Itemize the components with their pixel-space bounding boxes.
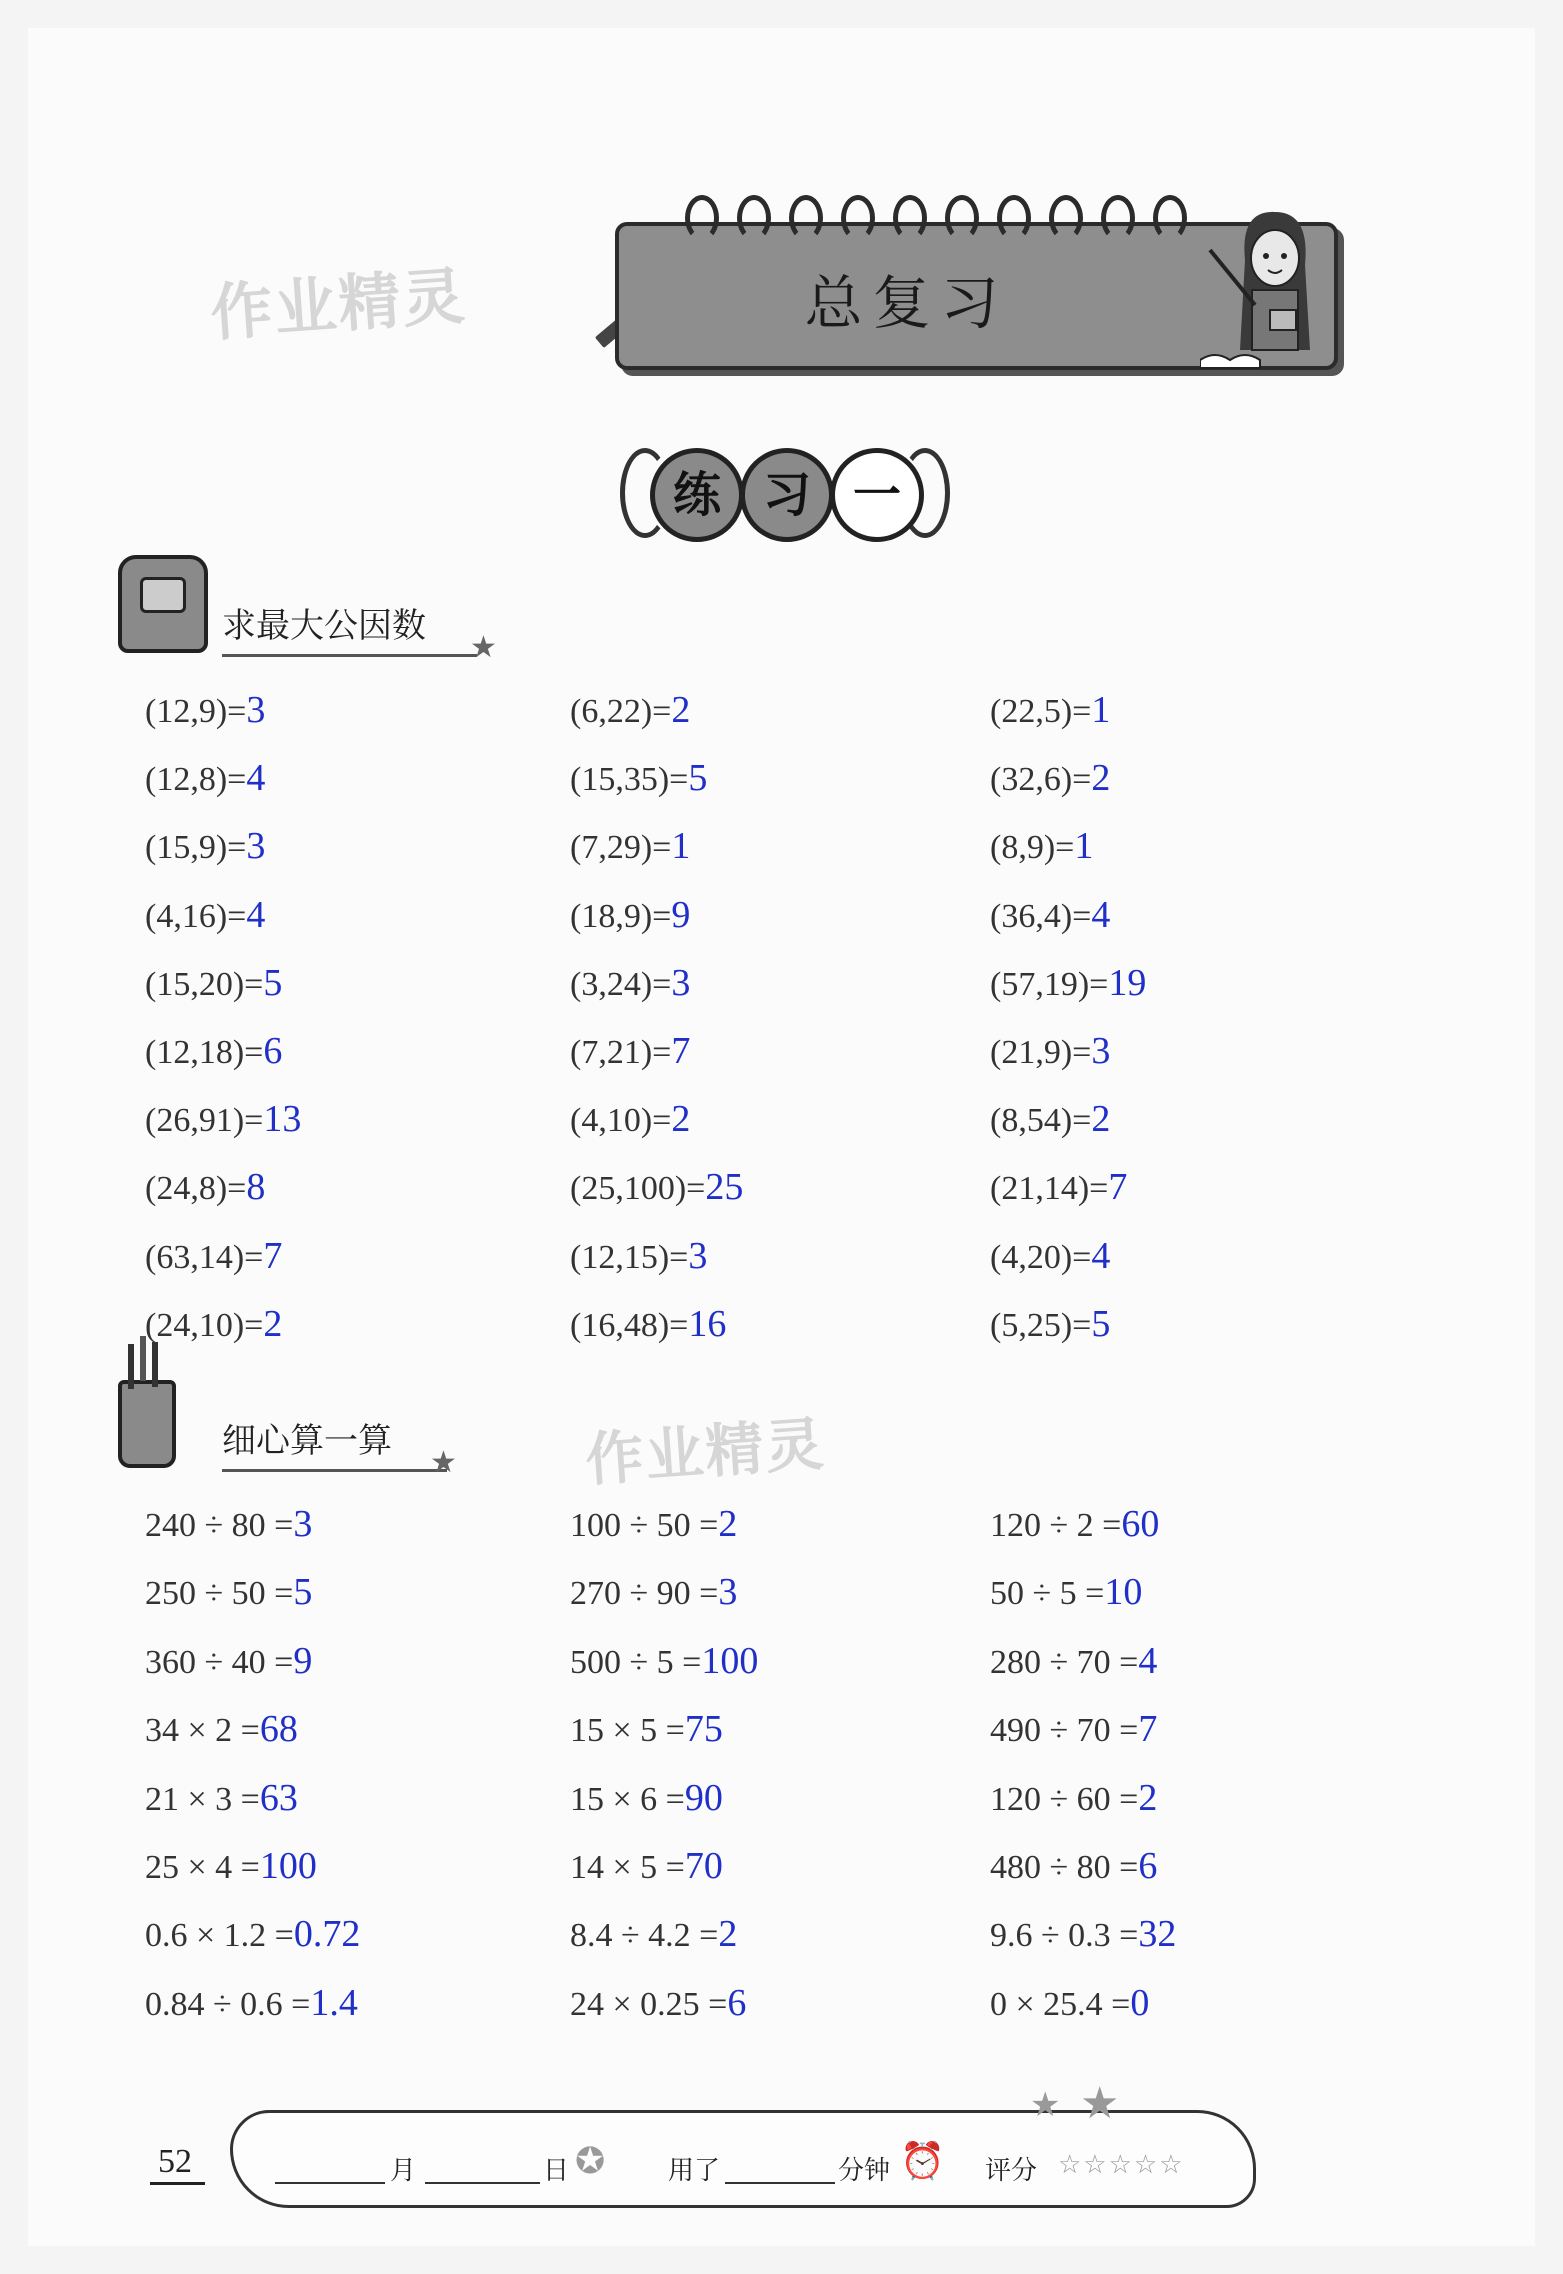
problem-item [990, 1165, 1127, 1209]
problem-answer[interactable]: 3 [688, 1234, 708, 1277]
problem-expression: 270 ÷ 90 = [570, 1575, 719, 1613]
problem-answer[interactable]: 70 [684, 1845, 723, 1887]
problem-answer[interactable]: 90 [684, 1776, 723, 1819]
problem-expression: 280 ÷ 70 = [990, 1643, 1139, 1681]
problem-expression: (4,16)= [145, 897, 247, 935]
spiral-rings [685, 195, 1185, 255]
problem-item [145, 961, 282, 1005]
problem-item [990, 1707, 1157, 1751]
problem-answer[interactable]: 32 [1138, 1913, 1177, 1956]
problem-item [145, 1570, 312, 1614]
problem-expression: 490 ÷ 70 = [990, 1712, 1139, 1750]
ring-icon [841, 195, 875, 241]
rating-stars-icon[interactable]: ☆☆☆☆☆ [1058, 2150, 1185, 2179]
problem-answer[interactable]: 5 [293, 1571, 313, 1614]
star-icon: ★ [1080, 2079, 1120, 2128]
problem-expression: (16,48)= [570, 1306, 689, 1344]
problem-answer[interactable]: 2 [718, 1913, 738, 1956]
problem-expression: (63,14)= [145, 1238, 264, 1276]
ring-icon [737, 195, 771, 241]
ring-icon [1101, 195, 1135, 241]
pencil-cup-icon [118, 1380, 176, 1468]
star-icon: ★ [430, 1446, 457, 1479]
problem-answer[interactable]: 19 [1108, 961, 1147, 1004]
day-label: 日 [543, 2156, 570, 2186]
problem-item [570, 1234, 707, 1278]
problem-item [990, 1097, 1110, 1141]
problem-answer[interactable]: 0.72 [293, 1913, 361, 1956]
score-label: 评分 [985, 2156, 1038, 2186]
problem-expression: 250 ÷ 50 = [145, 1575, 294, 1613]
problem-answer[interactable]: 16 [688, 1302, 727, 1345]
section-gcd-heading [222, 598, 426, 647]
problem-answer[interactable]: 4 [246, 757, 266, 800]
problem-expression: (8,54)= [990, 1102, 1092, 1140]
problem-answer[interactable]: 2 [671, 1098, 691, 1141]
problem-item [990, 1570, 1142, 1614]
problem-item [145, 1844, 317, 1888]
problem-answer[interactable]: 2 [1138, 1776, 1158, 1819]
ring-icon [945, 195, 979, 241]
problem-answer[interactable]: 5 [688, 757, 708, 800]
problem-item [145, 756, 265, 800]
problem-expression: (12,8)= [145, 761, 247, 799]
problem-row [0, 1502, 1563, 1562]
problem-answer[interactable]: 3 [246, 689, 266, 731]
page-title: 总复习 [804, 269, 1009, 337]
problem-row [0, 1097, 1563, 1157]
problem-expression: 8.4 ÷ 4.2 = [570, 1917, 719, 1955]
problem-row [0, 1707, 1563, 1767]
problem-answer[interactable]: 3 [293, 1503, 313, 1545]
problem-item [990, 824, 1093, 868]
problem-answer[interactable]: 2 [1091, 1098, 1111, 1141]
problem-expression: 25 × 4 = [145, 1849, 260, 1886]
problem-answer[interactable]: 1 [1074, 825, 1094, 868]
problem-item [145, 1912, 360, 1956]
problem-answer[interactable]: 4 [1091, 1234, 1111, 1277]
practice-char: 习 [740, 448, 834, 542]
problem-row [0, 688, 1563, 748]
problem-item [145, 1707, 298, 1751]
problem-row [0, 1570, 1563, 1630]
problem-answer[interactable]: 5 [1091, 1302, 1111, 1345]
section-calc-heading [222, 1413, 392, 1462]
problem-row [0, 824, 1563, 884]
problem-expression: 9.6 ÷ 0.3 = [990, 1917, 1139, 1955]
problem-expression: 500 ÷ 5 = [570, 1643, 702, 1681]
problem-item [570, 1707, 723, 1751]
problem-answer[interactable]: 1.4 [310, 1981, 358, 2024]
problem-item [990, 1029, 1110, 1073]
problem-row [0, 1776, 1563, 1836]
problem-answer[interactable]: 3 [246, 825, 266, 868]
problem-expression: 480 ÷ 80 = [990, 1849, 1139, 1886]
ring-icon [685, 195, 719, 241]
problem-expression: 15 × 6 = [570, 1780, 685, 1818]
badge-arc-right [900, 448, 950, 538]
problem-item [145, 824, 265, 868]
problem-expression: (26,91)= [145, 1102, 264, 1140]
problem-row [0, 1844, 1563, 1904]
problem-expression: (8,9)= [990, 829, 1075, 867]
problem-item [990, 1502, 1159, 1546]
problem-expression: (18,9)= [570, 897, 672, 935]
problem-expression: 15 × 5 = [570, 1712, 685, 1750]
day-blank[interactable] [425, 2182, 540, 2184]
problem-expression: (6,22)= [570, 693, 672, 730]
problem-item [570, 1302, 726, 1346]
problem-item [145, 1165, 265, 1209]
problem-expression: 240 ÷ 80 = [145, 1507, 294, 1544]
problem-answer[interactable]: 75 [684, 1708, 723, 1751]
problem-item [570, 893, 690, 937]
problem-answer[interactable]: 7 [671, 1030, 691, 1072]
problem-item [570, 1097, 690, 1141]
problem-item [570, 1639, 758, 1683]
problem-item [570, 1981, 746, 2025]
star-icon: ★ [1030, 2087, 1061, 2124]
used-label: 用了 [668, 2156, 721, 2186]
problem-item [570, 756, 707, 800]
ring-icon [997, 195, 1031, 241]
ring-icon [1049, 195, 1083, 241]
problem-expression: (12,18)= [145, 1034, 264, 1071]
problem-answer[interactable]: 63 [259, 1776, 298, 1819]
problem-expression: (7,21)= [570, 1034, 672, 1071]
problem-expression: (21,14)= [990, 1170, 1109, 1208]
alarm-clock-icon: ⏰ [900, 2141, 945, 2181]
problem-answer[interactable]: 2 [671, 689, 691, 731]
problem-answer[interactable]: 3 [1091, 1030, 1111, 1072]
problem-item [570, 824, 690, 868]
problem-answer[interactable]: 6 [727, 1981, 747, 2024]
problem-row [0, 961, 1563, 1021]
problem-answer[interactable]: 7 [263, 1234, 283, 1277]
ring-icon [789, 195, 823, 241]
problem-item [145, 1029, 282, 1073]
problem-answer[interactable]: 68 [259, 1708, 298, 1751]
problem-expression: (36,4)= [990, 897, 1092, 935]
problem-expression: 34 × 2 = [145, 1712, 260, 1750]
problem-expression: (5,25)= [990, 1306, 1092, 1344]
problem-expression: 120 ÷ 2 = [990, 1507, 1122, 1544]
problem-item [570, 1844, 723, 1888]
watermark-middle: 作业精灵 [583, 1409, 828, 1495]
month-blank[interactable] [275, 2182, 385, 2184]
heading-underline [222, 654, 477, 657]
problem-expression: (15,20)= [145, 965, 264, 1003]
problem-answer[interactable]: 1 [671, 825, 691, 868]
problem-item [145, 1502, 312, 1546]
problem-item [990, 1302, 1110, 1346]
practice-badge [620, 440, 950, 540]
problem-expression: (7,29)= [570, 829, 672, 867]
problem-answer[interactable]: 60 [1121, 1503, 1160, 1545]
problem-item [570, 1502, 737, 1546]
problem-row [0, 1302, 1563, 1362]
practice-char: 一 [830, 448, 924, 542]
problem-answer[interactable]: 100 [701, 1639, 759, 1682]
problem-item [145, 1234, 282, 1278]
problem-row [0, 1029, 1563, 1089]
problem-item [990, 756, 1110, 800]
problem-item [145, 1639, 312, 1683]
problem-answer[interactable]: 13 [263, 1098, 302, 1141]
section-gcd-title: 求最大公因数 [222, 606, 426, 646]
problem-item [145, 1097, 301, 1141]
problem-answer[interactable]: 25 [705, 1166, 744, 1209]
problem-expression: 14 × 5 = [570, 1849, 685, 1886]
problem-item [570, 1029, 690, 1073]
backpack-icon [118, 555, 208, 653]
page-number-underline [150, 2182, 205, 2185]
problem-item [990, 1234, 1110, 1278]
problem-expression: (12,15)= [570, 1238, 689, 1276]
problem-item [990, 1981, 1149, 2025]
problem-row [0, 1165, 1563, 1225]
problem-answer[interactable]: 9 [293, 1639, 313, 1682]
star-icon: ★ [470, 631, 497, 664]
problem-item [570, 1165, 743, 1209]
problem-expression: (15,9)= [145, 829, 247, 867]
problem-row [0, 1234, 1563, 1294]
problem-row [0, 756, 1563, 816]
problem-item [570, 961, 690, 1005]
problem-expression: 0 × 25.4 = [990, 1985, 1131, 2023]
page-number: 52 [158, 2143, 192, 2180]
problem-item [990, 1776, 1157, 1820]
problem-item [990, 1639, 1157, 1683]
problem-expression: (24,10)= [145, 1306, 264, 1344]
teacher-illustration-icon [1200, 200, 1340, 370]
problem-expression: (25,100)= [570, 1170, 706, 1208]
problem-item [570, 1776, 723, 1820]
problem-answer[interactable]: 10 [1104, 1571, 1143, 1614]
ring-icon [893, 195, 927, 241]
section-calc-title: 细心算一算 [222, 1421, 392, 1461]
problem-item [145, 893, 265, 937]
problem-expression: (22,5)= [990, 693, 1092, 730]
minutes-label: 分钟 [838, 2156, 891, 2186]
problem-answer[interactable]: 7 [1108, 1166, 1128, 1209]
problem-item [990, 1912, 1176, 1956]
problem-answer[interactable]: 7 [1138, 1708, 1158, 1751]
problem-answer[interactable]: 4 [1138, 1639, 1158, 1682]
problem-item [145, 1981, 358, 2025]
heading-underline [222, 1469, 447, 1472]
problem-answer[interactable]: 3 [671, 961, 691, 1004]
problem-row [0, 1912, 1563, 1972]
medal-icon: ✪ [575, 2141, 606, 2181]
problem-expression: 50 ÷ 5 = [990, 1575, 1105, 1613]
problem-answer[interactable]: 1 [1091, 689, 1111, 731]
problem-expression: 0.84 ÷ 0.6 = [145, 1985, 311, 2023]
problem-expression: (32,6)= [990, 761, 1092, 799]
problem-expression: (12,9)= [145, 693, 247, 730]
problem-item [570, 1570, 737, 1614]
ring-icon [1153, 195, 1187, 241]
problem-expression: (21,9)= [990, 1034, 1092, 1071]
problem-answer[interactable]: 5 [263, 961, 283, 1004]
problem-item [570, 1912, 737, 1956]
problem-expression: 100 ÷ 50 = [570, 1507, 719, 1544]
problem-item [990, 1844, 1157, 1888]
problem-expression: (4,20)= [990, 1238, 1092, 1276]
problem-row [0, 1981, 1563, 2041]
problem-expression: 360 ÷ 40 = [145, 1643, 294, 1681]
problem-expression: 120 ÷ 60 = [990, 1780, 1139, 1818]
month-label: 月 [390, 2156, 417, 2186]
problem-answer[interactable]: 6 [263, 1030, 283, 1072]
problem-item [145, 1302, 282, 1346]
problem-row [0, 893, 1563, 953]
problem-answer[interactable]: 2 [263, 1302, 283, 1345]
problem-row [0, 1639, 1563, 1699]
problem-answer[interactable]: 8 [246, 1166, 266, 1209]
problem-expression: (15,35)= [570, 761, 689, 799]
problem-item [990, 688, 1110, 732]
problem-item [145, 688, 265, 732]
problem-expression: (3,24)= [570, 965, 672, 1003]
problem-expression: (57,19)= [990, 965, 1109, 1003]
problem-answer[interactable]: 0 [1130, 1981, 1150, 2024]
problem-expression: (4,10)= [570, 1102, 672, 1140]
problem-answer[interactable]: 2 [718, 1503, 738, 1545]
problem-answer[interactable]: 4 [1091, 893, 1111, 936]
problem-answer[interactable]: 2 [1091, 757, 1111, 800]
practice-char: 练 [650, 448, 744, 542]
problem-answer[interactable]: 100 [259, 1845, 317, 1887]
problem-item [570, 688, 690, 732]
problem-answer[interactable]: 6 [1138, 1845, 1158, 1887]
problem-expression: 24 × 0.25 = [570, 1985, 728, 2023]
problem-expression: (24,8)= [145, 1170, 247, 1208]
problem-answer[interactable]: 4 [246, 893, 266, 936]
problem-expression: 0.6 × 1.2 = [145, 1917, 294, 1955]
problem-item [990, 893, 1110, 937]
problem-expression: 21 × 3 = [145, 1780, 260, 1818]
watermark-top: 作业精灵 [208, 259, 469, 350]
problem-answer[interactable]: 3 [718, 1571, 738, 1614]
problem-answer[interactable]: 9 [671, 893, 691, 936]
problem-item [990, 961, 1146, 1005]
minutes-blank[interactable] [725, 2182, 835, 2184]
problem-item [145, 1776, 298, 1820]
